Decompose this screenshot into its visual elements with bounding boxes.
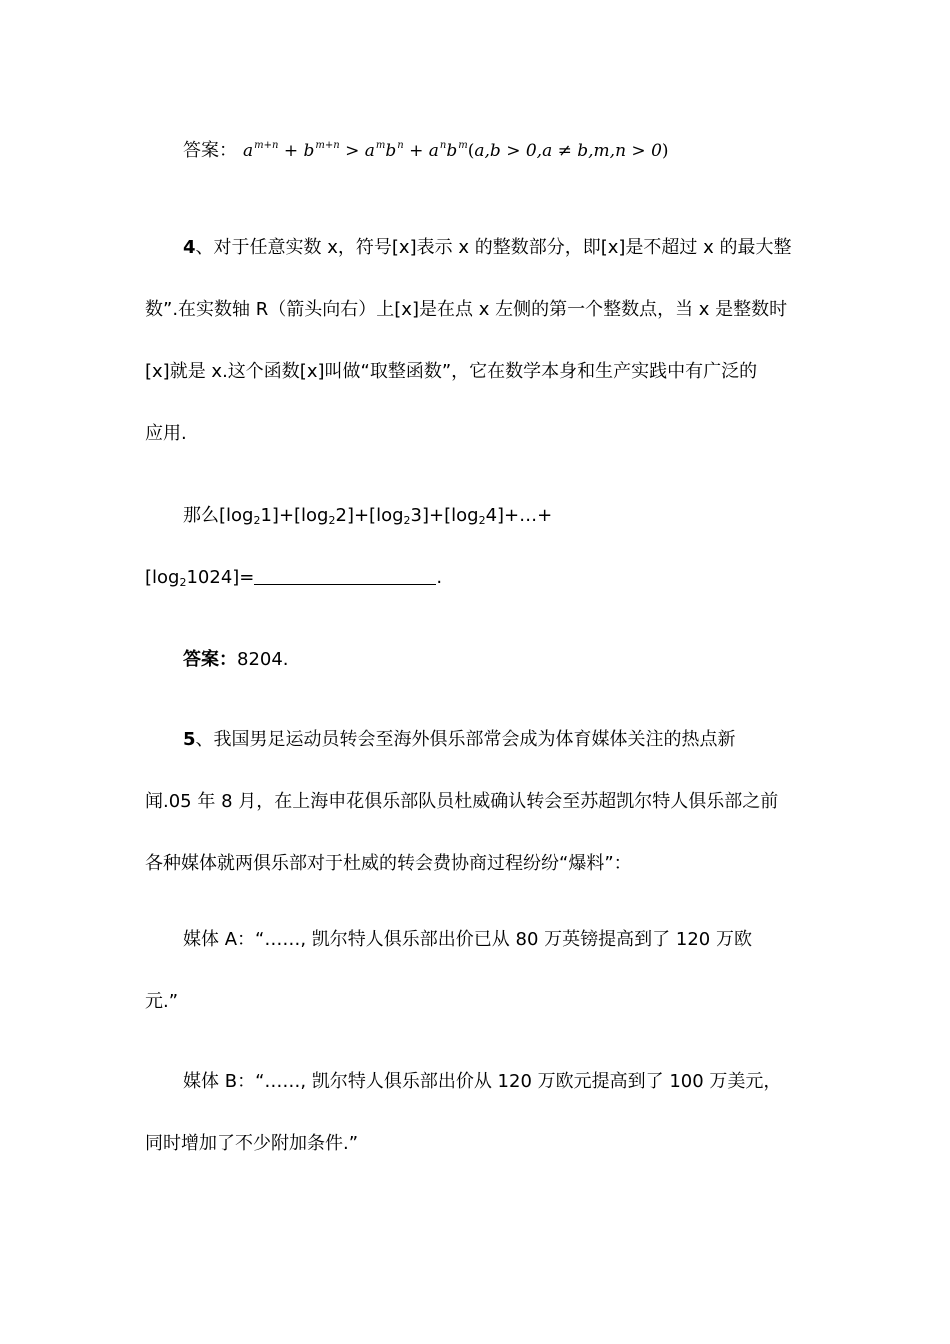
inequality-formula: $a^{m+n} + b^{m+n} > a^mb^n + a^nb^m(a,b > 0,a \ne b,m,n > 0)$ <box>243 140 669 161</box>
answer-4 <box>183 648 853 672</box>
answer-value: 8204. <box>237 649 289 670</box>
question-5-line-3: 各种媒体就两俱乐部对于杜威的转会费协商过程纷纷“爆料”： <box>145 853 632 874</box>
media-b-line-1: 媒体 B：“……, 凯尔特人俱乐部出价从 120 万欧元提高到了 100 万美元， <box>183 1071 782 1092</box>
answer-blank <box>254 566 436 585</box>
media-a-line-1: 媒体 A：“……, 凯尔特人俱乐部出价已从 80 万英镑提高到了 120 万欧 <box>183 929 752 950</box>
question-5-line-2: 闻.05 年 8 月，在上海申花俱乐部队员杜威确认转会至苏超凯尔特人俱乐部之前 <box>145 791 779 812</box>
media-b-line-2: 同时增加了不少附加条件.” <box>145 1133 359 1154</box>
question-5-line-1: 5、我国男足运动员转会至海外俱乐部常会成为体育媒体关注的热点新 <box>183 729 736 750</box>
question-4-expression-end: $[\log_21024]=$ . <box>145 567 443 589</box>
question-number: 4 <box>183 237 196 258</box>
answer-label: 答案： <box>183 649 237 670</box>
question-4-expression: 那么$[\log_21]+[\log_22]+[\log_23]+[\log_24]+\dots+$ <box>183 505 553 527</box>
question-number: 5 <box>183 729 196 750</box>
answer-label: 答案： <box>183 140 237 161</box>
question-4-line-4: 应用. <box>145 423 187 444</box>
answer-3 <box>183 134 853 163</box>
media-a-line-2: 元.” <box>145 991 179 1012</box>
question-4-line-3: [x]就是 x.这个函数[x]叫做“取整函数”，它在数学本身和生产实践中有广泛的 <box>145 361 758 382</box>
question-4-line-1: 4、对于任意实数 x，符号[x]表示 x 的整数部分，即[x]是不超过 x 的最大整 <box>183 237 792 258</box>
question-4-line-2: 数”.在实数轴 R（箭头向右）上[x]是在点 x 左侧的第一个整数点，当 x 是整数时 <box>145 299 788 320</box>
